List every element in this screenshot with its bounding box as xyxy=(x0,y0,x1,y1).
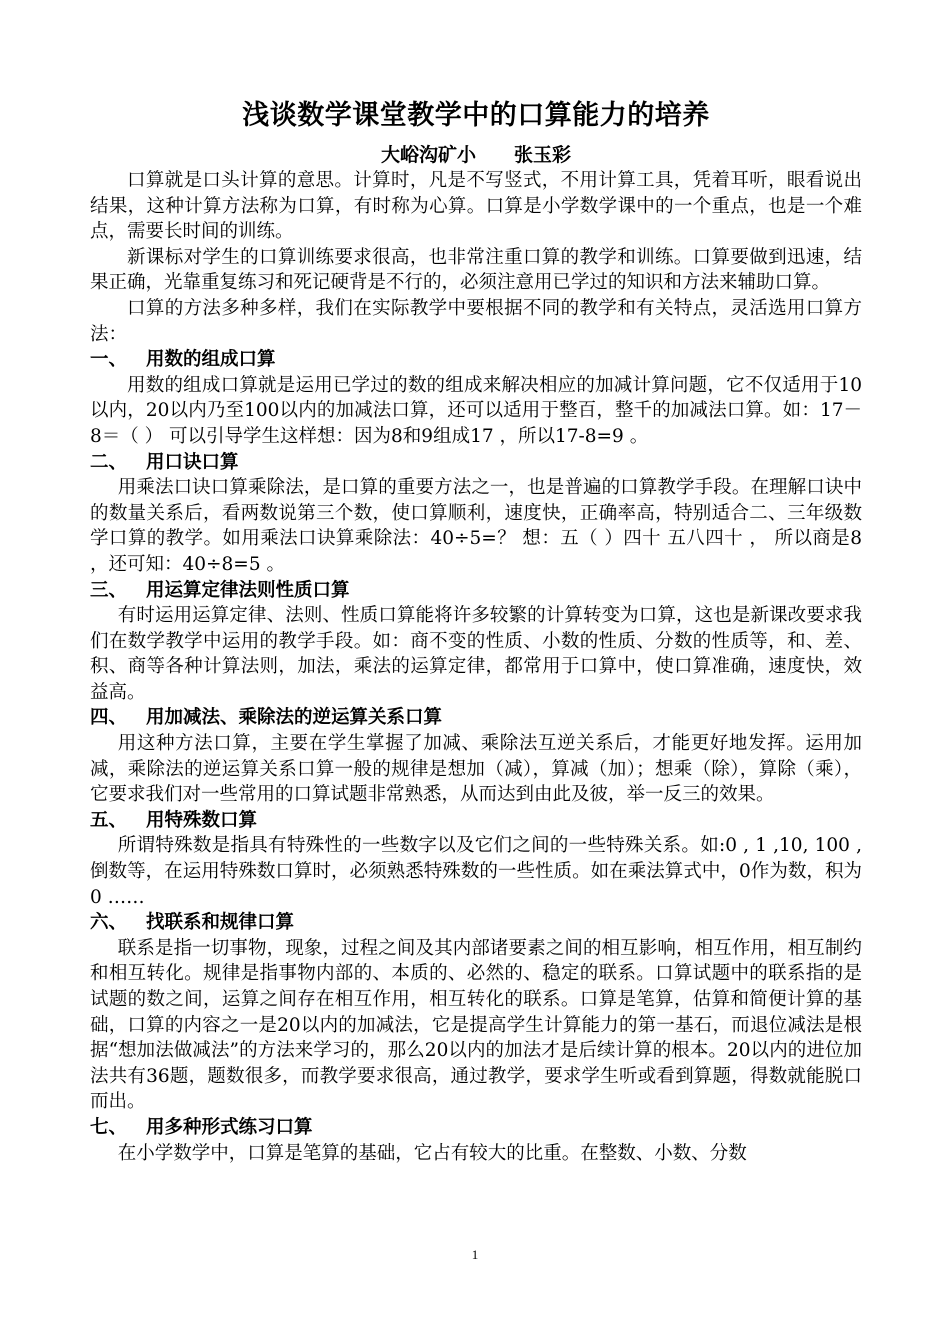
page-number: 1 xyxy=(471,1247,479,1262)
section-body: 联系是指一切事物，现象，过程之间及其内部诸要素之间的相互影响，相互作用，相互制约和相互转化。规律是指事物内部的、本质的、必然的、稳定的联系。口算试题中的联系指的是试题的数之间，运算之间存在相互作用，相互转化的联系。口算是笔算，估算和简便计算的基础，口算的内容之一是20以内的加减法，它是提高学生计算能力的第一基石，而退位减法是根据“想加法做减法”的方法来学习的，那么20以内的加法才是后续计算的根本。20以内的进位加法共有36题，题数很多，而教学要求很高，通过教学，要求学生听或看到算题，得数就能脱口而出。 xyxy=(90,937,862,1113)
section-title: 用特殊数口算 xyxy=(146,809,258,831)
author-line xyxy=(90,142,862,168)
section-title: 用口诀口算 xyxy=(146,451,239,473)
section-heading xyxy=(90,578,862,604)
section-title: 用运算定律法则性质口算 xyxy=(146,579,350,601)
section-number: 七、 xyxy=(90,1116,128,1138)
section-heading xyxy=(90,450,862,476)
section-body: 在小学数学中，口算是笔算的基础，它占有较大的比重。在整数、小数、分数 xyxy=(117,1142,747,1164)
section-title: 找联系和规律口算 xyxy=(146,912,295,934)
author-name: 张玉彩 xyxy=(514,144,572,166)
intro-paragraph: 新课标对学生的口算训练要求很高，也非常注重口算的教学和训练。口算要做到迅速，结果正确，光靠重复练习和死记硬背是不行的，必须注意用已学过的知识和方法来辅助口算。 xyxy=(90,246,862,294)
section-heading xyxy=(90,910,862,936)
section-title: 用数的组成口算 xyxy=(146,349,276,371)
section-number: 一、 xyxy=(90,349,128,371)
section-number: 三、 xyxy=(90,579,128,601)
school-name: 大峪沟矿小 xyxy=(380,144,476,166)
section-title: 用多种形式练习口算 xyxy=(146,1116,313,1138)
intro-paragraph: 口算的方法多种多样，我们在实际教学中要根据不同的教学和有关特点，灵活选用口算方法： xyxy=(90,297,862,345)
section-heading xyxy=(90,808,862,834)
section-number: 五、 xyxy=(90,809,128,831)
document-page xyxy=(90,98,862,1166)
section-body: 有时运用运算定律、法则、性质口算能将许多较繁的计算转变为口算，这也是新课改要求我们在数学教学中运用的教学手段。如：商不变的性质、小数的性质、分数的性质等，和、差、积、商等各种计算法则，加法，乘法的运算定律，都常用于口算中，使口算准确，速度快，效益高。 xyxy=(90,605,862,703)
section-body: 用数的组成口算就是运用已学过的数的组成来解决相应的加减计算问题，它不仅适用于10以内，20以内乃至100以内的加减法口算，还可以适用于整百，整千的加减法口算。如：17－8＝（ ） 可以引导学生这样想：因为8和9组成17 ，所以17-8=9 。 xyxy=(90,374,862,447)
section-body: 用这种方法口算，主要在学生掌握了加减、乘除法互逆关系后，才能更好地发挥。运用加减，乘除法的逆运算关系口算一般的规律是想加（减），算减（加）；想乘（除），算除（乘），它要求我们对一些常用的口算试题非常熟悉，从而达到由此及彼，举一反三的效果。 xyxy=(90,733,862,806)
section-number: 四、 xyxy=(90,707,128,729)
section-number: 二、 xyxy=(90,451,128,473)
document-title: 浅谈数学课堂教学中的口算能力的培养 xyxy=(242,100,710,131)
section-number: 六、 xyxy=(90,912,128,934)
section-heading xyxy=(90,705,862,731)
section-heading xyxy=(90,347,862,373)
intro-paragraph: 口算就是口头计算的意思。计算时，凡是不写竖式，不用计算工具，凭着耳听，眼看说出结果，这种计算方法称为口算，有时称为心算。口算是小学数学课中的一个重点，也是一个难点，需要长时间的训练。 xyxy=(90,170,862,243)
section-body: 所谓特殊数是指具有特殊性的一些数字以及它们之间的一些特殊关系。如:0 , 1 ,10, 100 ,倒数等，在运用特殊数口算时，必须熟悉特殊数的一些性质。如在乘法算式中，0作为数，积为0 …… xyxy=(90,835,862,908)
section-heading xyxy=(90,1115,862,1141)
section-body: 用乘法口诀口算乘除法，是口算的重要方法之一，也是普遍的口算教学手段。在理解口诀中的数量关系后，看两数说第三个数，使口算顺利，速度快，正确率高，特别适合二、三年级数学口算的教学。如用乘法口诀算乘除法：40÷5=？ 想：五（ ）四十 五八四十 ， 所以商是8 ，还可知：40÷8=5 。 xyxy=(90,477,862,575)
section-title: 用加减法、乘除法的逆运算关系口算 xyxy=(146,707,443,729)
